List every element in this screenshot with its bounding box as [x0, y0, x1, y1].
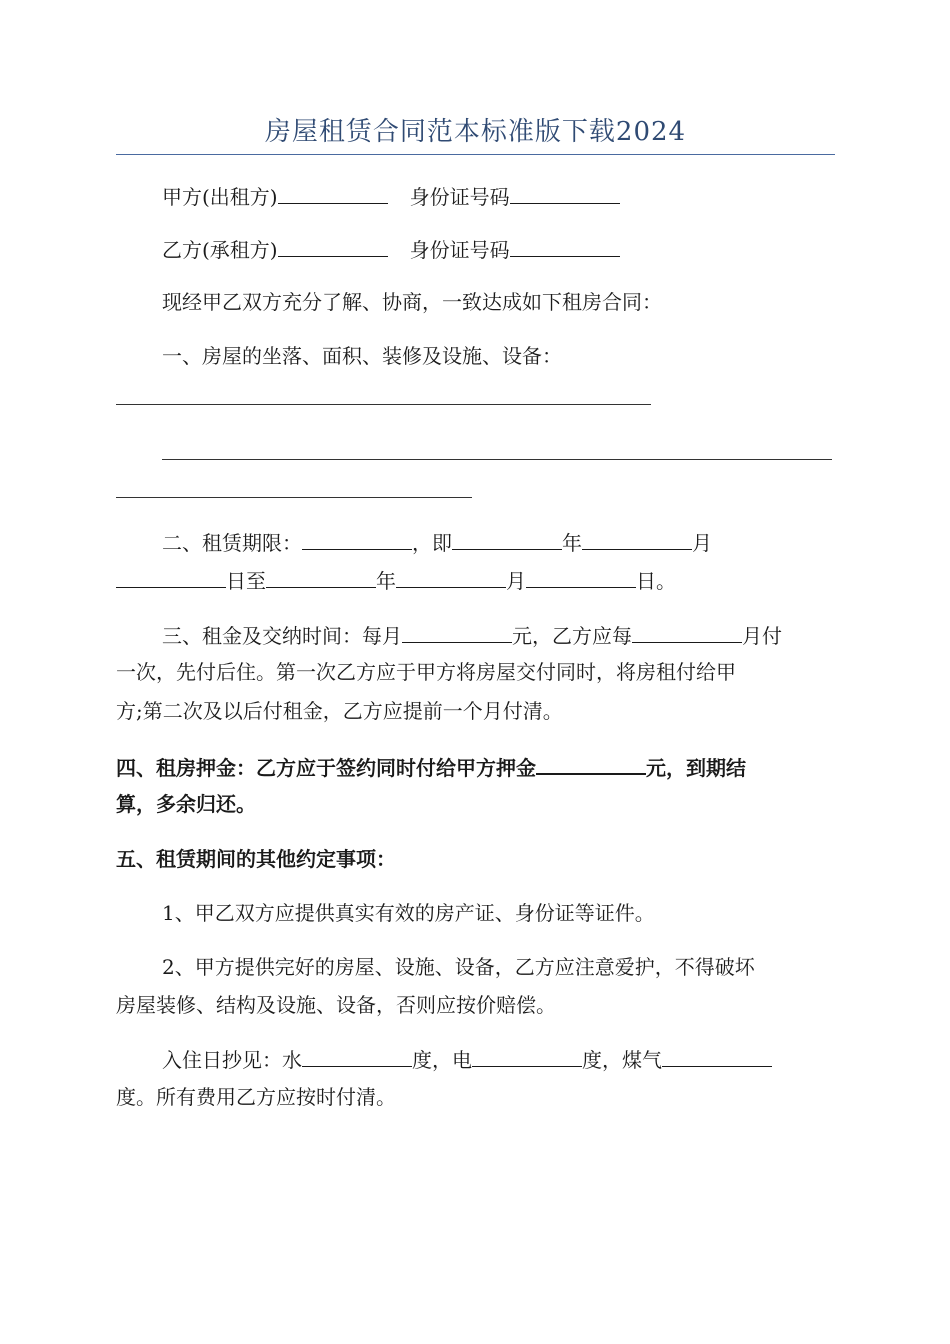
section-4-line-1 [116, 751, 835, 782]
end-month-blank [396, 565, 506, 588]
document-title: 房屋租赁合同范本标准版下载2024 [264, 117, 687, 147]
rent-period-text: 元，乙方应每 [512, 624, 632, 648]
section-1-fill-line-1 [116, 404, 651, 405]
section-1-fill-line-3 [116, 497, 472, 498]
party-b-id-label: 身份证号码 [409, 238, 510, 262]
start-month-blank [582, 527, 692, 550]
start-year-unit: 年 [562, 531, 582, 555]
electric-meter-blank [472, 1044, 582, 1067]
party-b-id-blank [510, 234, 620, 257]
water-meter-blank [302, 1044, 412, 1067]
gas-meter-blank [662, 1044, 772, 1067]
section-3-line-3: 方;第二次及以后付租金，乙方应提前一个月付清。 [116, 699, 563, 723]
section-1-heading: 一、房屋的坐落、面积、装修及设施、设备： [162, 344, 562, 368]
intro-paragraph: 现经甲乙双方充分了解、协商，一致达成如下租房合同： [162, 290, 662, 314]
section-2-line-1 [162, 527, 835, 557]
end-day-unit: 日。 [636, 569, 676, 593]
gas-meter-label: 度，煤气 [582, 1048, 662, 1072]
deposit-label: 四、租房押金：乙方应于签约同时付给甲方押金 [116, 756, 536, 780]
electric-meter-label: 度，电 [412, 1048, 472, 1072]
start-day-blank [116, 565, 226, 588]
end-year-unit: 年 [376, 569, 396, 593]
party-b-line [162, 234, 835, 264]
title-underline [116, 154, 835, 155]
start-month-unit: 月 [692, 531, 712, 555]
deposit-unit-text: 元，到期结 [646, 756, 746, 780]
lease-term-blank [302, 527, 412, 550]
deposit-amount-blank [536, 751, 646, 775]
rent-amount-blank [402, 620, 512, 643]
start-day-unit: 日至 [226, 569, 266, 593]
section-4-line-2: 算，多余归还。 [116, 792, 256, 816]
section-5-item-1: 1、甲乙双方应提供真实有效的房产证、身份证等证件。 [162, 901, 655, 925]
party-a-id-blank [510, 181, 620, 204]
meter-reading-line-1 [162, 1044, 835, 1074]
end-day-blank [526, 565, 636, 588]
party-a-line [162, 181, 835, 211]
section-3-line-2: 一次，先付后住。第一次乙方应于甲方将房屋交付同时，将房租付给甲 [116, 660, 736, 684]
meter-reading-line-2: 度。所有费用乙方应按时付清。 [116, 1085, 396, 1109]
section-2-line-2 [116, 565, 835, 595]
party-b-name-blank [278, 234, 388, 257]
section-5-item-2-line-2: 房屋装修、结构及设施、设备，否则应按价赔偿。 [116, 993, 556, 1017]
party-b-label: 乙方(承租方) [162, 238, 278, 262]
party-a-label: 甲方(出租方) [162, 185, 278, 209]
rent-period-blank [632, 620, 742, 643]
lease-term-text: ，即 [412, 531, 452, 555]
section-1-fill-line-2 [162, 459, 832, 460]
end-month-unit: 月 [506, 569, 526, 593]
party-a-name-blank [278, 181, 388, 204]
lease-term-label: 二、租赁期限： [162, 531, 302, 555]
start-year-blank [452, 527, 562, 550]
end-year-blank [266, 565, 376, 588]
party-a-id-label: 身份证号码 [409, 185, 510, 209]
section-3-line-1 [162, 620, 835, 650]
rent-period-unit: 月付 [742, 624, 782, 648]
section-5-heading: 五、租赁期间的其他约定事项： [116, 847, 396, 871]
water-meter-label: 入住日抄见：水 [162, 1048, 302, 1072]
section-5-item-2-line-1: 2、甲方提供完好的房屋、设施、设备，乙方应注意爱护，不得破坏 [162, 955, 755, 979]
rent-label: 三、租金及交纳时间：每月 [162, 624, 402, 648]
